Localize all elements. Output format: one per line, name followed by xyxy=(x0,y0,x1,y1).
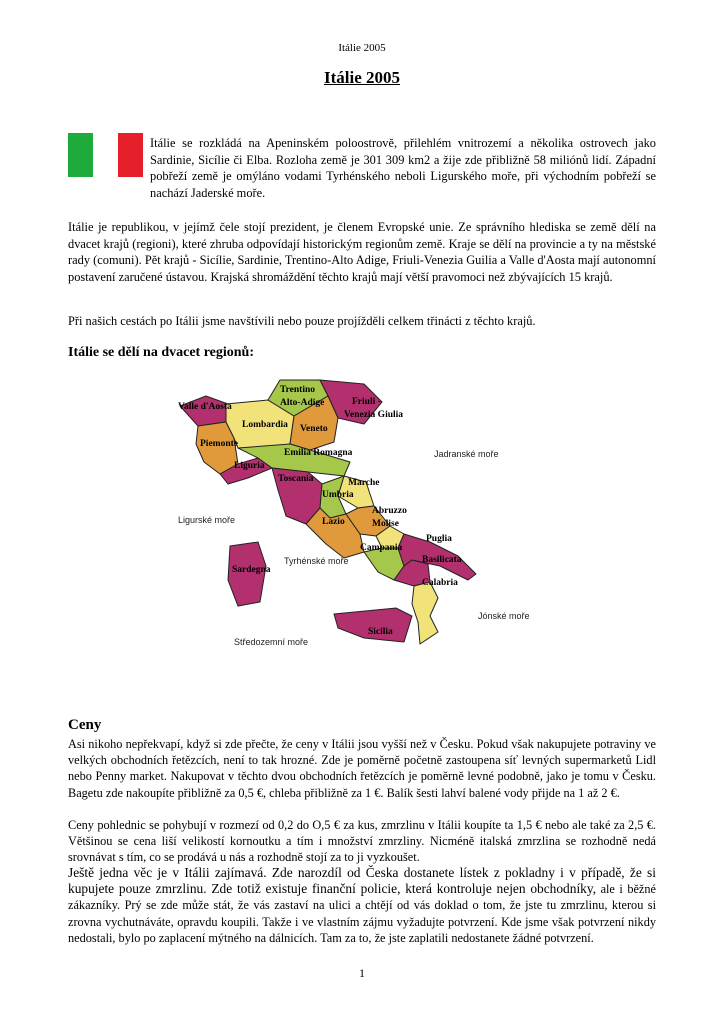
sea-label-jonske: Jónské moře xyxy=(478,611,530,621)
ceny-paragraph-2: Ceny pohlednic se pohybují v rozmezí od 0,2 do O,5 € za kus, zmrzlinu v Itálii koupíte ta 1,5 € nebo ale také za 2,5 €. Většinou se cena liší velikostí kornoutku a tím i množství zmrzliny. Nicméně italská zmrzlina se rozhodně nedá srovnávat s tím, co se prodává u nás a rozhodně stojí za to ji vyzkoušet. xyxy=(68,818,656,865)
sea-label-ligurske: Ligurské moře xyxy=(178,515,236,525)
regions-heading: Itálie se dělí na dvacet regionů: xyxy=(68,345,255,360)
region-label-campania: Campania xyxy=(360,543,403,553)
region-label-emilia-romagna: Emilia Romagna xyxy=(284,448,353,458)
region-label-trentino: Trentino xyxy=(280,385,316,395)
sea-label-jadranske: Jadranské moře xyxy=(434,449,499,459)
region-label-umbria: Umbria xyxy=(322,490,354,500)
region-label-abruzzo: Abruzzo xyxy=(372,506,407,516)
region-label-valle-daosta: Valle d'Aosta xyxy=(178,402,232,412)
travel-paragraph: Při našich cestách po Itálii jsme navštívili nebo pouze projížděli celkem třinácti z těchto krajů. xyxy=(68,314,536,328)
region-label-liguria: Liguria xyxy=(234,461,265,471)
region-label-calabria: Calabria xyxy=(422,578,458,588)
flag-white-stripe xyxy=(93,133,118,177)
region-label-lombardia: Lombardia xyxy=(242,420,288,430)
region-label-toscania: Toscania xyxy=(278,474,314,484)
running-header: Itálie 2005 xyxy=(338,42,386,54)
ceny-paragraph-3 xyxy=(68,865,656,946)
region-label-marche: Marche xyxy=(348,478,380,488)
flag-green-stripe xyxy=(68,133,93,177)
ceny-paragraph-1: Asi nikoho nepřekvapí, když si zde přečte, že ceny v Itálii jsou vyšší než v Česku. Pokud však nakupujete potraviny ve velkých obchodních řetězcích, není to tak hrozné. Zde je poměrně početně zastoupena síť levných supermarketů Lidl nebo Penny market. Nakupovat v těchto dvou obchodních řetězcích je poměrně levné podobně, jako je tomu v Česku. Bagetu zde nakoupíte přibližně za 0,5 €, chleba přibližně za 1 €. Balík šesti lahví balené vody přijde na 1 až 2 €. xyxy=(68,737,656,800)
page-title: Itálie 2005 xyxy=(323,68,401,87)
flag-red-stripe xyxy=(118,133,143,177)
republic-paragraph: Itálie je republikou, v jejímž čele stojí prezident, je členem Evropské unie. Ze správního hlediska se země dělí na dvacet krajů (regioni), které zhruba odpovídají historickým regionům země. Kraje se dělí na provincie a ty na městské rady (comuni). Pět krajů - Sicílie, Sardinie, Trentino-Alto Adige, Friuli-Venezia Guilia a Valle d'Aosta mají autonomní postavení zaručené ústavou. Krajská shromáždění těchto krajů mají větší pravomoci než zbývajících 15 krajů. xyxy=(68,220,656,284)
region-label-puglia: Puglia xyxy=(426,534,452,544)
ceny-paragraph-3-rest: ale i běžné zákazníky. Prý se zde může stát, že vás zastaví na ulici a chtějí od vás doklad o tom, že jste tu zmrzlinu, kterou si zrovna vychutnáváte, opravdu koupili. Takže i ve vlastním zájmu vyžadujte potvrzení. Kde jsme však potvrzení nikdy nedostali, bylo po zaplacení mýtného na dálnicích. Tam za to, že jste zaplatili nedostanete žádné potvrzení. xyxy=(68,882,656,945)
sea-label-stredozemni: Středozemní moře xyxy=(234,637,309,647)
region-label-sardegna: Sardegna xyxy=(232,565,271,575)
region-label-alto-adige: Alto-Adige xyxy=(280,398,325,408)
region-label-molise: Molise xyxy=(372,519,399,529)
ceny-heading: Ceny xyxy=(68,717,102,733)
page-number: 1 xyxy=(359,966,365,980)
region-calabria-shape xyxy=(412,582,438,644)
region-label-venezia-giulia: Venezia Giulia xyxy=(344,410,404,420)
italian-flag-image xyxy=(68,133,143,177)
region-label-basilicata: Basilicata xyxy=(422,555,462,565)
region-label-friuli: Friuli - xyxy=(352,397,381,407)
ceny-paragraph-3-lead: Ještě jedna věc je v Itálii zajímavá. Zde narozdíl od Česka dostanete lístek z pokladny i v případě, že si kupujete pouze zmrzlinu. Zde totiž existuje finanční policie, která kontroluje nejen obchodníky, xyxy=(68,865,656,897)
region-label-piemonte: Piemonte xyxy=(200,439,238,449)
italy-regions-map xyxy=(168,366,568,666)
region-label-sicilia: Sicilia xyxy=(368,627,393,637)
intro-paragraph: Itálie se rozkládá na Apeninském poloostrově, přilehlém vnitrozemí a několika ostrovech jako Sardinie, Sicílie či Elba. Rozloha země je 301 309 km2 a žije zde přibližně 58 miliónů lidí. Západní pobřeží země je omýláno vodami Tyrhénského neboli Ligurského moře, při východním pobřeží se nachází Jaderské moře. xyxy=(150,136,656,200)
region-label-lazio: Lazio xyxy=(322,517,345,527)
sea-label-tyrhenske: Tyrhénské moře xyxy=(284,556,349,566)
region-label-veneto: Veneto xyxy=(300,424,328,434)
